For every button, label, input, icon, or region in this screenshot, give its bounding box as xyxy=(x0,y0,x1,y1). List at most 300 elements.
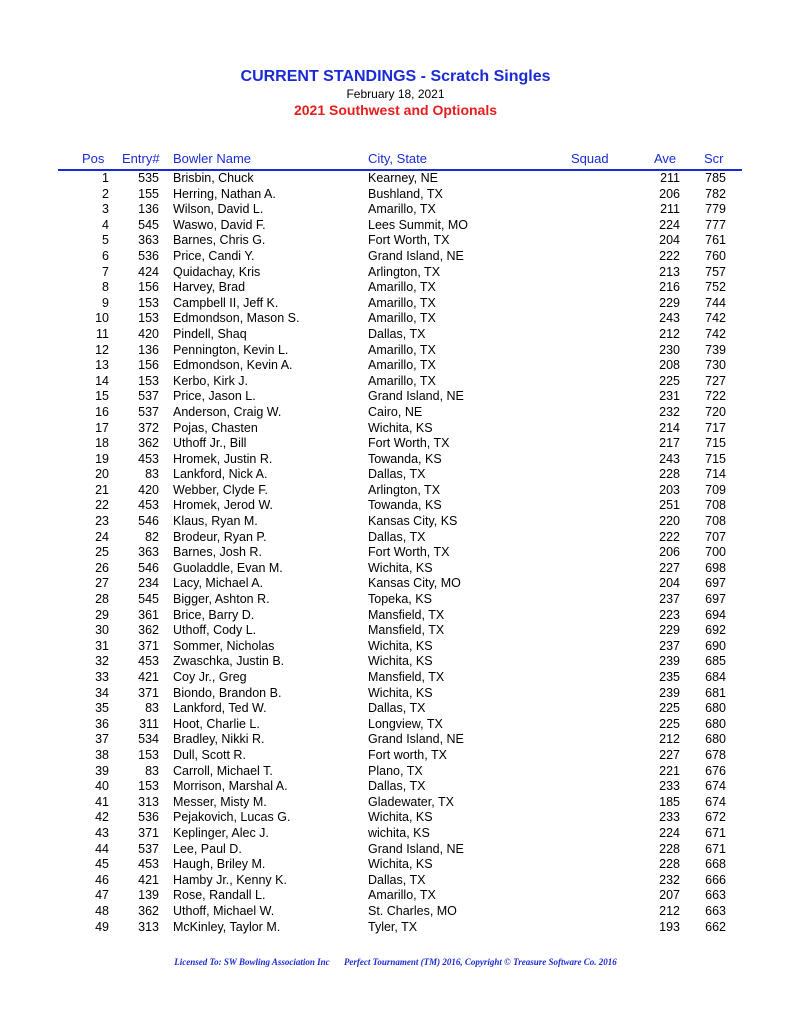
cell-pos: 22 xyxy=(95,498,109,513)
cell-pos: 49 xyxy=(95,919,109,934)
cell-city: Grand Island, NE xyxy=(368,389,464,404)
cell-city: Longview, TX xyxy=(368,716,443,731)
table-row xyxy=(0,592,791,608)
cell-pos: 4 xyxy=(102,217,109,232)
cell-name: Lee, Paul D. xyxy=(173,841,242,856)
cell-city: Wichita, KS xyxy=(368,560,433,575)
cell-name: Pejakovich, Lucas G. xyxy=(173,810,291,825)
cell-entry: 453 xyxy=(138,857,159,872)
cell-entry: 536 xyxy=(138,810,159,825)
cell-name: Keplinger, Alec J. xyxy=(173,825,269,840)
cell-name: Guoladdle, Evan M. xyxy=(173,560,283,575)
cell-city: Mansfield, TX xyxy=(368,607,445,622)
cell-city: Amarillo, TX xyxy=(368,373,436,388)
cell-city: Topeka, KS xyxy=(368,592,432,607)
cell-entry: 136 xyxy=(138,342,159,357)
table-row xyxy=(0,452,791,468)
cell-entry: 363 xyxy=(138,545,159,560)
cell-ave: 237 xyxy=(659,638,680,653)
cell-scr: 708 xyxy=(705,498,726,513)
cell-city: Amarillo, TX xyxy=(368,295,436,310)
cell-ave: 203 xyxy=(659,482,680,497)
cell-name: Lankford, Ted W. xyxy=(173,701,267,716)
cell-ave: 224 xyxy=(659,217,680,232)
cell-ave: 204 xyxy=(659,576,680,591)
cell-scr: 694 xyxy=(705,607,726,622)
table-row xyxy=(0,826,791,842)
cell-entry: 545 xyxy=(138,217,159,232)
table-row xyxy=(0,873,791,889)
cell-city: Mansfield, TX xyxy=(368,670,445,684)
cell-ave: 204 xyxy=(659,233,680,248)
table-row xyxy=(0,514,791,530)
cell-city: Amarillo, TX xyxy=(368,888,436,903)
table-row xyxy=(0,576,791,592)
cell-name: Edmondson, Kevin A. xyxy=(173,358,293,373)
cell-city: Amarillo, TX xyxy=(368,202,436,217)
cell-ave: 212 xyxy=(659,326,680,341)
cell-pos: 20 xyxy=(95,467,109,482)
cell-city: Kansas City, MO xyxy=(368,576,461,591)
cell-ave: 223 xyxy=(659,607,680,622)
table-row xyxy=(0,545,791,561)
cell-city: Lees Summit, MO xyxy=(368,217,469,232)
table-row xyxy=(0,249,791,265)
cell-scr: 785 xyxy=(705,171,726,185)
cell-scr: 777 xyxy=(705,217,726,232)
cell-city: Plano, TX xyxy=(368,763,423,778)
cell-scr: 782 xyxy=(705,186,726,201)
cell-pos: 42 xyxy=(95,810,109,825)
cell-name: Anderson, Craig W. xyxy=(173,404,282,419)
cell-name: Brodeur, Ryan P. xyxy=(173,529,267,544)
cell-pos: 17 xyxy=(95,420,109,435)
cell-scr: 678 xyxy=(705,747,726,762)
cell-pos: 24 xyxy=(95,529,109,544)
cell-city: Amarillo, TX xyxy=(368,311,436,326)
cell-ave: 237 xyxy=(659,592,680,607)
cell-name: Morrison, Marshal A. xyxy=(173,779,288,794)
cell-ave: 211 xyxy=(660,171,680,185)
table-row xyxy=(0,311,791,327)
cell-city: Towanda, KS xyxy=(368,498,442,513)
cell-city: Amarillo, TX xyxy=(368,280,436,295)
cell-city: Fort Worth, TX xyxy=(368,233,450,248)
cell-ave: 217 xyxy=(659,436,680,451)
cell-city: Fort Worth, TX xyxy=(368,436,450,451)
page-title: CURRENT STANDINGS - Scratch Singles xyxy=(240,68,551,85)
cell-entry: 311 xyxy=(139,716,159,731)
cell-name: Carroll, Michael T. xyxy=(173,763,273,778)
cell-scr: 697 xyxy=(705,576,726,591)
cell-entry: 361 xyxy=(138,607,159,622)
cell-ave: 225 xyxy=(659,373,680,388)
cell-ave: 213 xyxy=(659,264,680,279)
cell-pos: 27 xyxy=(95,576,109,591)
cell-city: Dallas, TX xyxy=(368,529,426,544)
cell-entry: 153 xyxy=(138,311,159,326)
cell-pos: 31 xyxy=(95,638,109,653)
cell-entry: 153 xyxy=(138,747,159,762)
cell-name: Kerbo, Kirk J. xyxy=(173,373,249,388)
cell-name: Wilson, David L. xyxy=(173,202,264,217)
table-row xyxy=(0,857,791,873)
report-date: February 18, 2021 xyxy=(346,87,445,101)
cell-pos: 39 xyxy=(95,763,109,778)
cell-ave: 229 xyxy=(659,295,680,310)
cell-ave: 233 xyxy=(659,810,680,825)
cell-name: Pennington, Kevin L. xyxy=(173,342,289,357)
cell-scr: 739 xyxy=(705,342,726,357)
cell-ave: 220 xyxy=(659,514,680,529)
table-row xyxy=(0,358,791,374)
cell-entry: 136 xyxy=(138,202,159,217)
cell-scr: 671 xyxy=(705,825,726,840)
cell-entry: 234 xyxy=(138,576,159,591)
cell-scr: 666 xyxy=(705,872,726,887)
cell-pos: 35 xyxy=(95,701,109,716)
cell-ave: 229 xyxy=(659,623,680,638)
table-row xyxy=(0,623,791,639)
table-row xyxy=(0,748,791,764)
cell-entry: 534 xyxy=(138,732,159,747)
cell-scr: 663 xyxy=(705,903,726,918)
cell-pos: 14 xyxy=(95,373,109,388)
cell-pos: 45 xyxy=(95,857,109,872)
cell-name: Hamby Jr., Kenny K. xyxy=(173,872,287,887)
cell-scr: 698 xyxy=(705,560,726,575)
cell-city: Grand Island, NE xyxy=(368,732,464,747)
col-header-entry: Entry# xyxy=(122,151,160,166)
cell-entry: 421 xyxy=(138,872,159,887)
cell-name: Quidachay, Kris xyxy=(173,264,261,279)
cell-scr: 709 xyxy=(705,482,726,497)
cell-city: Wichita, KS xyxy=(368,810,433,825)
cell-ave: 208 xyxy=(659,358,680,373)
cell-name: Pindell, Shaq xyxy=(173,326,247,341)
cell-city: Grand Island, NE xyxy=(368,248,464,263)
cell-scr: 690 xyxy=(705,638,726,653)
cell-entry: 537 xyxy=(138,389,159,404)
cell-entry: 371 xyxy=(138,825,159,840)
cell-name: Sommer, Nicholas xyxy=(173,638,275,653)
cell-ave: 212 xyxy=(659,903,680,918)
cell-pos: 25 xyxy=(95,545,109,560)
table-row xyxy=(0,732,791,748)
table-row xyxy=(0,265,791,281)
table-row xyxy=(0,639,791,655)
cell-entry: 535 xyxy=(138,171,159,185)
cell-scr: 672 xyxy=(705,810,726,825)
cell-city: Wichita, KS xyxy=(368,420,433,435)
cell-pos: 13 xyxy=(95,358,109,373)
col-header-city: City, State xyxy=(368,151,428,166)
cell-name: Barnes, Chris G. xyxy=(173,233,266,248)
cell-pos: 43 xyxy=(95,825,109,840)
cell-scr: 742 xyxy=(705,311,726,326)
cell-scr: 671 xyxy=(705,841,726,856)
table-row xyxy=(0,296,791,312)
cell-ave: 243 xyxy=(659,451,680,466)
cell-entry: 313 xyxy=(138,919,159,934)
cell-pos: 34 xyxy=(95,685,109,700)
cell-pos: 44 xyxy=(95,841,109,856)
standings-table xyxy=(0,171,791,935)
cell-city: Gladewater, TX xyxy=(368,794,454,809)
cell-pos: 48 xyxy=(95,903,109,918)
cell-name: Rose, Randall L. xyxy=(173,888,266,903)
cell-ave: 230 xyxy=(659,342,680,357)
cell-pos: 6 xyxy=(102,248,109,263)
cell-name: Waswo, David F. xyxy=(173,217,266,232)
cell-scr: 730 xyxy=(705,358,726,373)
cell-name: Klaus, Ryan M. xyxy=(173,514,258,529)
cell-scr: 722 xyxy=(705,389,726,404)
cell-pos: 8 xyxy=(102,280,109,295)
cell-name: Edmondson, Mason S. xyxy=(173,311,300,326)
cell-name: Uthoff Jr., Bill xyxy=(173,436,247,451)
event-name: 2021 Southwest and Optionals xyxy=(293,102,498,118)
cell-name: Brisbin, Chuck xyxy=(173,171,254,185)
cell-scr: 714 xyxy=(705,467,726,482)
cell-pos: 36 xyxy=(95,716,109,731)
cell-pos: 18 xyxy=(95,436,109,451)
cell-entry: 545 xyxy=(138,592,159,607)
cell-entry: 83 xyxy=(145,763,159,778)
cell-pos: 2 xyxy=(102,186,109,201)
cell-name: Bigger, Ashton R. xyxy=(173,592,270,607)
cell-city: Amarillo, TX xyxy=(368,342,436,357)
cell-scr: 742 xyxy=(705,326,726,341)
cell-name: Uthoff, Cody L. xyxy=(173,623,257,638)
cell-name: Messer, Misty M. xyxy=(173,794,267,809)
cell-pos: 30 xyxy=(95,623,109,638)
cell-scr: 708 xyxy=(705,514,726,529)
cell-pos: 29 xyxy=(95,607,109,622)
table-row xyxy=(0,920,791,936)
cell-entry: 537 xyxy=(138,404,159,419)
cell-scr: 685 xyxy=(705,654,726,669)
table-row xyxy=(0,779,791,795)
cell-scr: 715 xyxy=(705,451,726,466)
cell-scr: 700 xyxy=(705,545,726,560)
cell-city: Tyler, TX xyxy=(368,919,418,934)
cell-ave: 233 xyxy=(659,779,680,794)
cell-pos: 15 xyxy=(95,389,109,404)
cell-scr: 663 xyxy=(705,888,726,903)
cell-pos: 28 xyxy=(95,592,109,607)
table-row xyxy=(0,670,791,686)
cell-ave: 228 xyxy=(659,841,680,856)
cell-city: Wichita, KS xyxy=(368,685,433,700)
cell-entry: 371 xyxy=(138,685,159,700)
cell-pos: 19 xyxy=(95,451,109,466)
cell-entry: 362 xyxy=(138,903,159,918)
cell-entry: 153 xyxy=(138,779,159,794)
cell-scr: 662 xyxy=(705,919,726,934)
cell-entry: 156 xyxy=(138,280,159,295)
cell-name: Zwaschka, Justin B. xyxy=(173,654,285,669)
cell-pos: 46 xyxy=(95,872,109,887)
cell-scr: 668 xyxy=(705,857,726,872)
cell-city: Kearney, NE xyxy=(368,171,438,185)
table-row xyxy=(0,795,791,811)
cell-ave: 235 xyxy=(659,670,680,684)
cell-ave: 206 xyxy=(659,186,680,201)
col-header-name: Bowler Name xyxy=(173,151,252,166)
cell-city: Bushland, TX xyxy=(368,186,443,201)
cell-ave: 224 xyxy=(659,825,680,840)
cell-ave: 239 xyxy=(659,685,680,700)
cell-pos: 40 xyxy=(95,779,109,794)
cell-entry: 362 xyxy=(138,436,159,451)
cell-entry: 155 xyxy=(138,186,159,201)
cell-ave: 239 xyxy=(659,654,680,669)
cell-name: Lankford, Nick A. xyxy=(173,467,268,482)
cell-entry: 453 xyxy=(138,654,159,669)
table-row xyxy=(0,405,791,421)
cell-ave: 207 xyxy=(659,888,680,903)
cell-pos: 5 xyxy=(102,233,109,248)
cell-name: Coy Jr., Greg xyxy=(173,670,247,684)
cell-entry: 546 xyxy=(138,514,159,529)
cell-scr: 680 xyxy=(705,732,726,747)
cell-city: Dallas, TX xyxy=(368,326,426,341)
table-row xyxy=(0,654,791,670)
cell-scr: 681 xyxy=(705,685,726,700)
cell-scr: 674 xyxy=(705,779,726,794)
cell-entry: 371 xyxy=(138,638,159,653)
table-row xyxy=(0,764,791,780)
table-row xyxy=(0,904,791,920)
col-header-pos: Pos xyxy=(82,151,105,166)
cell-name: Price, Candi Y. xyxy=(173,248,255,263)
cell-pos: 32 xyxy=(95,654,109,669)
cell-name: Lacy, Michael A. xyxy=(173,576,264,591)
cell-pos: 41 xyxy=(95,794,109,809)
table-row xyxy=(0,717,791,733)
cell-entry: 153 xyxy=(138,295,159,310)
cell-scr: 676 xyxy=(705,763,726,778)
cell-pos: 23 xyxy=(95,514,109,529)
table-row xyxy=(0,530,791,546)
cell-pos: 21 xyxy=(95,482,109,497)
cell-ave: 216 xyxy=(659,280,680,295)
cell-entry: 139 xyxy=(138,888,159,903)
cell-city: Cairo, NE xyxy=(368,404,423,419)
cell-city: Dallas, TX xyxy=(368,701,426,716)
table-row xyxy=(0,686,791,702)
table-row xyxy=(0,187,791,203)
cell-name: Hromek, Jerod W. xyxy=(173,498,274,513)
cell-name: Hoot, Charlie L. xyxy=(173,716,260,731)
cell-ave: 251 xyxy=(659,498,680,513)
table-row xyxy=(0,701,791,717)
table-row xyxy=(0,280,791,296)
cell-scr: 715 xyxy=(705,436,726,451)
cell-ave: 193 xyxy=(659,919,680,934)
cell-scr: 744 xyxy=(705,295,726,310)
col-header-ave: Ave xyxy=(654,151,677,166)
cell-pos: 3 xyxy=(102,202,109,217)
cell-entry: 421 xyxy=(138,670,159,684)
cell-ave: 225 xyxy=(659,701,680,716)
cell-name: Pojas, Chasten xyxy=(173,420,258,435)
cell-name: Uthoff, Michael W. xyxy=(173,903,275,918)
cell-pos: 12 xyxy=(95,342,109,357)
table-row xyxy=(0,467,791,483)
cell-scr: 692 xyxy=(705,623,726,638)
table-row xyxy=(0,810,791,826)
cell-name: Haugh, Briley M. xyxy=(173,857,266,872)
cell-city: Dallas, TX xyxy=(368,467,426,482)
cell-city: Wichita, KS xyxy=(368,654,433,669)
cell-ave: 206 xyxy=(659,545,680,560)
cell-name: Campbell II, Jeff K. xyxy=(173,295,279,310)
cell-city: Wichita, KS xyxy=(368,638,433,653)
cell-ave: 225 xyxy=(659,716,680,731)
cell-city: Fort Worth, TX xyxy=(368,545,450,560)
cell-pos: 9 xyxy=(102,295,109,310)
cell-ave: 212 xyxy=(659,732,680,747)
cell-city: Towanda, KS xyxy=(368,451,442,466)
table-row xyxy=(0,608,791,624)
table-row xyxy=(0,218,791,234)
table-row xyxy=(0,498,791,514)
cell-city: Arlington, TX xyxy=(368,482,441,497)
cell-ave: 221 xyxy=(659,763,680,778)
cell-city: Fort worth, TX xyxy=(368,747,447,762)
cell-ave: 227 xyxy=(659,747,680,762)
cell-name: Webber, Clyde F. xyxy=(173,482,268,497)
cell-city: Mansfield, TX xyxy=(368,623,445,638)
cell-ave: 222 xyxy=(659,248,680,263)
table-row xyxy=(0,202,791,218)
cell-entry: 537 xyxy=(138,841,159,856)
cell-entry: 420 xyxy=(138,326,159,341)
cell-name: Harvey, Brad xyxy=(173,280,246,295)
cell-scr: 684 xyxy=(705,670,726,684)
cell-pos: 1 xyxy=(102,171,109,185)
cell-name: Biondo, Brandon B. xyxy=(173,685,282,700)
cell-name: Bradley, Nikki R. xyxy=(173,732,265,747)
cell-entry: 420 xyxy=(138,482,159,497)
cell-scr: 707 xyxy=(705,529,726,544)
cell-scr: 752 xyxy=(705,280,726,295)
cell-pos: 11 xyxy=(96,326,109,341)
cell-ave: 185 xyxy=(659,794,680,809)
table-row xyxy=(0,233,791,249)
cell-city: Dallas, TX xyxy=(368,872,426,887)
cell-scr: 779 xyxy=(705,202,726,217)
table-row xyxy=(0,421,791,437)
cell-entry: 453 xyxy=(138,498,159,513)
cell-name: Dull, Scott R. xyxy=(173,747,246,762)
cell-scr: 697 xyxy=(705,592,726,607)
cell-pos: 26 xyxy=(95,560,109,575)
cell-city: St. Charles, MO xyxy=(368,903,457,918)
cell-scr: 680 xyxy=(705,701,726,716)
col-header-scr: Scr xyxy=(704,151,724,166)
cell-entry: 82 xyxy=(145,529,159,544)
table-row xyxy=(0,389,791,405)
table-row xyxy=(0,888,791,904)
cell-ave: 231 xyxy=(659,389,680,404)
cell-scr: 761 xyxy=(705,233,726,248)
cell-ave: 227 xyxy=(659,560,680,575)
cell-entry: 362 xyxy=(138,623,159,638)
table-row xyxy=(0,171,791,187)
